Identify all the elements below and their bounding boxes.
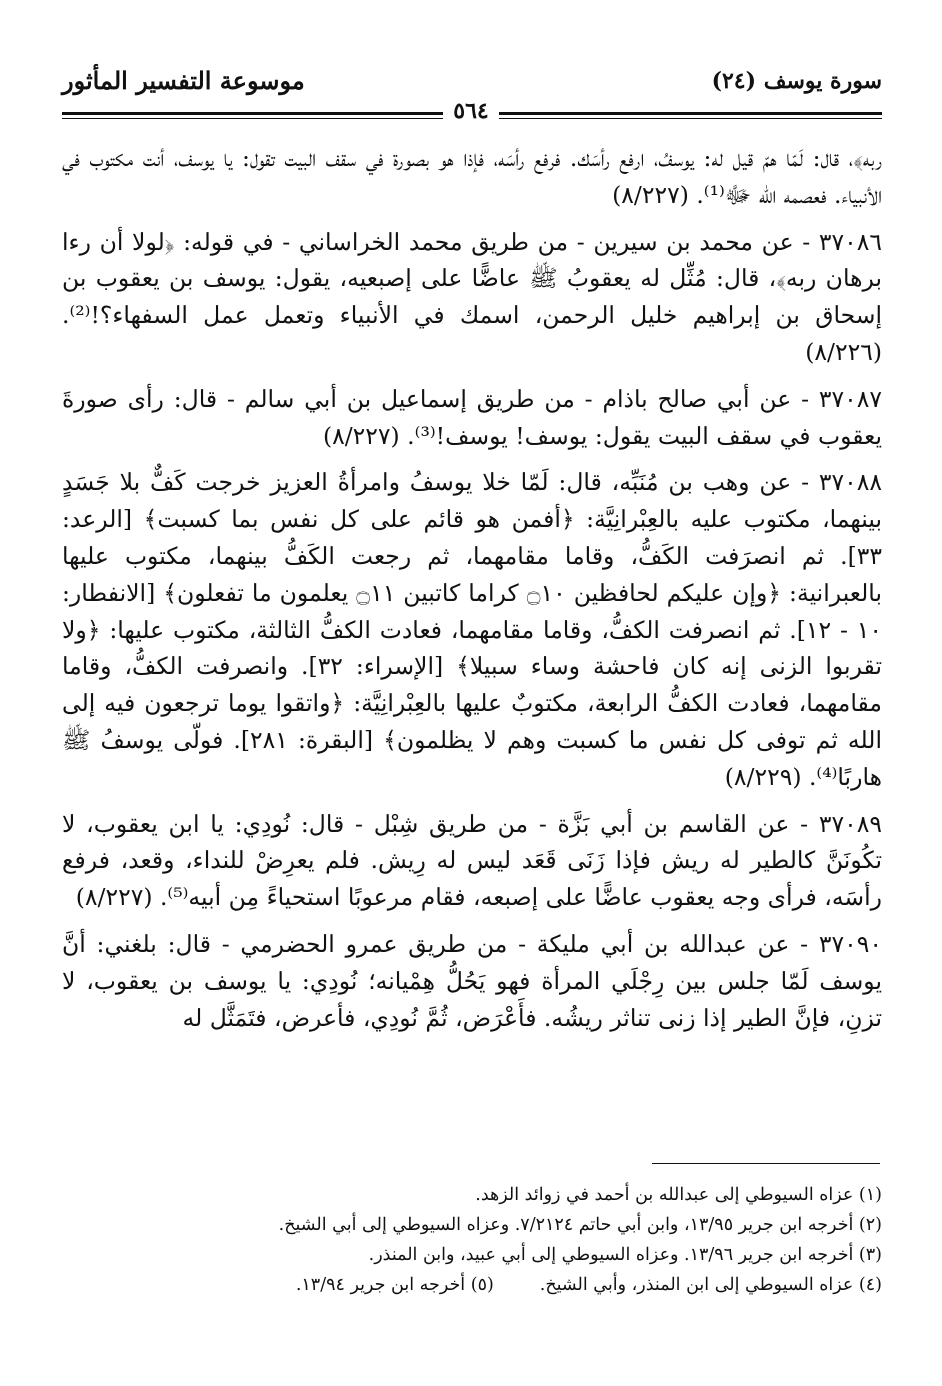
footnote-3: (٣) أخرجه ابن جرير ١٣/٩٦. وعزاه السيوطي إلى أبي عبيد، وابن المنذر. xyxy=(368,1245,882,1265)
narration-37087: ٣٧٠٨٧ - عن أبي صالح باذام - من طريق إسماعيل بن أبي سالم - قال: رأى صورةَ يعقوب في سقف البيت يقول: يوسف! يوسف!⁽³⁾. (٨/٢٢٧) xyxy=(62,384,882,450)
page-number: ٥٦٤ xyxy=(443,98,498,124)
book-title: موسوعة التفسير المأثور xyxy=(62,66,305,95)
footnote-5: (٥) أخرجه ابن جرير ١٣/٩٤. xyxy=(295,1275,494,1295)
narration-37090: ٣٧٠٩٠ - عن عبدالله بن أبي مليكة - من طريق عمرو الحضرمي - قال: بلغني: أنَّ يوسف لَمّا جلس بين رِجْلَي المرأة فهو يَحُلُّ هِمْيانه؛ نُودِي: يا يوسف بن يعقوب، لا تزنِ، فإنَّ الطير إذا زنى تناثر ريشُه. فأَعْرَض، ثُمَّ نُودِي، فأعرض، فتَمَثَّل له xyxy=(62,929,882,1032)
footnote-1: (١) عزاه السيوطي إلى عبدالله بن أحمد في زوائد الزهد. xyxy=(475,1185,882,1205)
paragraph-continuation: ربه﴾، قال: لَمّا همّ قيل له: يوسفُ، ارفع رأسَك. فرفع رأسَه، فإذا هو بصورة في سقف البيت تقول: يا يوسف، أنت مكتوب في الأنبياء. فعصمه الله ﷻ⁽¹⁾. (٨/٢٢٧) xyxy=(62,144,882,209)
footnote-row xyxy=(62,1270,882,1300)
narration-37088: ٣٧٠٨٨ - عن وهب بن مُنَبِّه، قال: لَمّا خلا يوسفُ وامرأةُ العزيز خرجت كَفٌّ بلا جَسَدٍ بينهما، مكتوب عليه بالعِبْرانِيَّة: ﴿أفمن هو قائم على كل نفس بما كسبت﴾ [الرعد: ٣٣]. ثم انصرَفت الكَفُّ، وقاما مقامهما، ثم رجعت الكَفُّ بينهما، مكتوب عليها بالعبرانية: ﴿وإن عليكم لحافظين ۝١٠ كراما كاتبين ۝١١ يعلمون ما تفعلون﴾ [الانفطار: ١٠ - ١٢]. ثم انصرفت الكفُّ، وقاما مقامهما، فعادت الكفُّ الثالثة، مكتوب عليها: ﴿ولا تقربوا الزنى إنه كان فاحشة وساء سبيلا﴾ [الإسراء: ٣٢]. وانصرفت الكفُّ، وقاما مقامهما، فعادت الكفُّ الرابعة، مكتوبٌ عليها بالعِبْرانِيَّة: ﴿واتقوا يوما ترجعون فيه إلى الله ثم توفى كل نفس ما كسبت وهم لا يظلمون﴾ [البقرة: ٢٨١]. فولّى يوسفُ ﷺ هاربًا⁽⁴⁾. (٨/٢٢٩) xyxy=(62,468,882,791)
footnote-2: (٢) أخرجه ابن جرير ١٣/٩٥، وابن أبي حاتم ٧/٢١٢٤. وعزاه السيوطي إلى أبي الشيخ. xyxy=(278,1215,882,1235)
main-text xyxy=(62,140,882,1036)
surah-title: سورة يوسف (٢٤) xyxy=(711,68,882,94)
footnotes xyxy=(62,1180,882,1300)
page-number-wrapper xyxy=(0,98,942,124)
footnote-4: (٤) عزاه السيوطي إلى ابن المنذر، وأبي الشيخ. xyxy=(539,1275,882,1295)
narration-37089: ٣٧٠٨٩ - عن القاسم بن أبي بَزَّة - من طريق شِبْل - قال: نُودِي: يا ابن يعقوب، لا تكُونَنَّ كالطير له ريش فإذا زَنَى قَعَد ليس له رِيش. فلم يعرِضْ للنداء، وقعد، فرفع رأسَه، فرأى وجه يعقوب عاضًّا على إصبعه، فقام مرعوبًا استحياءً مِن أبيه⁽⁵⁾. (٨/٢٢٧) xyxy=(62,809,882,912)
footnote-separator xyxy=(652,1163,880,1164)
narration-37086: ٣٧٠٨٦ - عن محمد بن سيرين - من طريق محمد الخراساني - في قوله: ﴿لولا أن رءا برهان ربه﴾، قال: مُثِّل له يعقوبُ ﷺ عاضًّا على إصبعيه، يقول: يوسف بن يعقوب بن إسحاق بن إبراهيم خليل الرحمن، اسمك في الأنبياء وتعمل عمل السفهاء؟!⁽²⁾. (٨/٢٢٦) xyxy=(62,227,882,366)
